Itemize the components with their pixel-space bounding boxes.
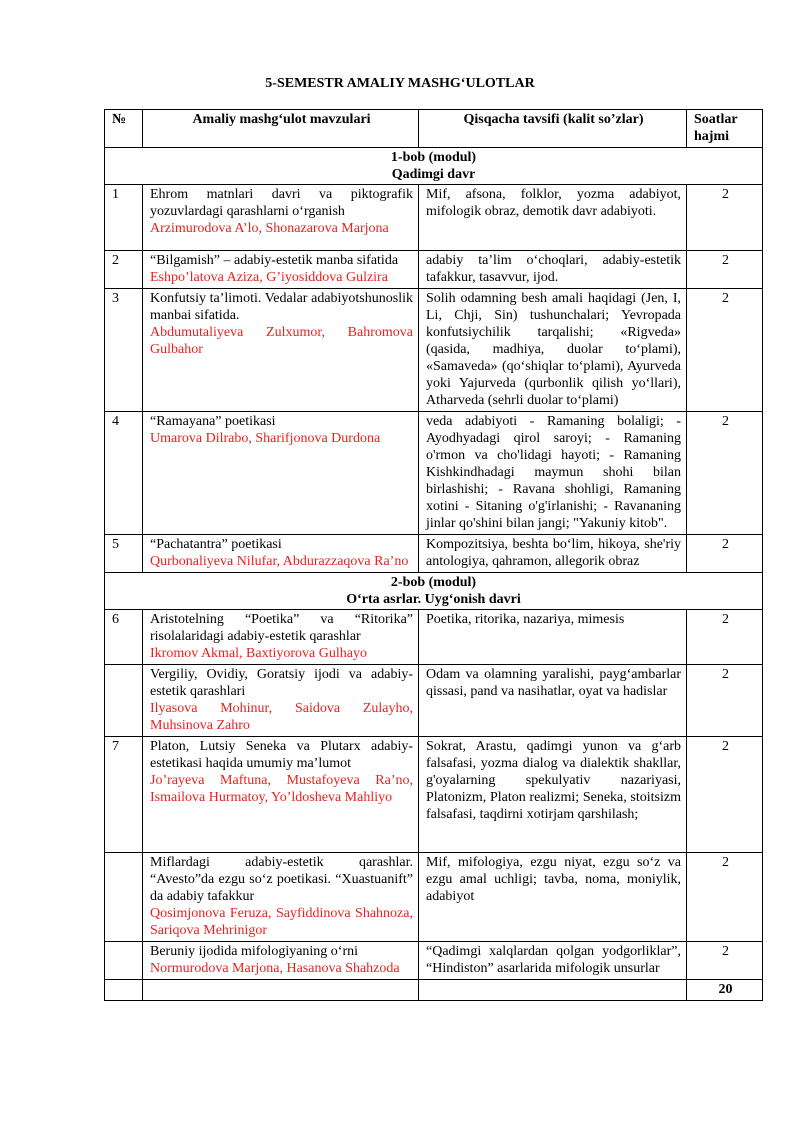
row-number: 1 [105,185,143,251]
topic-text: Aristotelning “Poetika” va “Ritorika” risolalaridagi adabiy-estetik qarashlar [150,612,413,644]
student-names: Abdumutaliyeva Zulxumor, Bahromova Gulbahor [150,325,413,357]
row-number: 5 [105,535,143,573]
row-hours: 2 [687,665,763,737]
table-row [105,289,763,412]
table-row [105,737,763,853]
total-row [105,980,763,1001]
section-heading [105,148,763,185]
row-topic [143,610,419,665]
topic-text: Beruniy ijodida mifologiyaning o‘rni [150,944,359,959]
row-topic [143,289,419,412]
total-empty-cell [419,980,687,1001]
row-hours: 2 [687,942,763,980]
row-description: “Qadimgi xalqlardan qolgan yodgorliklar”, “Hindiston” asarlarida mifologik unsurlar [419,942,687,980]
row-number: 6 [105,610,143,665]
row-topic [143,853,419,942]
row-topic [143,942,419,980]
header-hours-line2: hajmi [694,129,729,144]
row-topic [143,251,419,289]
row-description: Mif, afsona, folklor, yozma adabiyot, mifologik obraz, demotik davr adabiyoti. [419,185,687,251]
table-row [105,535,763,573]
student-names: Qurbonaliyeva Nilufar, Abdurazzaqova Ra’no [150,554,409,569]
topic-text: Vergiliy, Ovidiy, Goratsiy ijodi va adabiy-estetik qarashlari [150,667,413,699]
row-hours: 2 [687,251,763,289]
row-hours: 2 [687,289,763,412]
section-row-1 [105,148,763,185]
row-number [105,665,143,737]
row-description: Poetika, ritorika, nazariya, mimesis [419,610,687,665]
row-number: 2 [105,251,143,289]
topic-text: Platon, Lutsiy Seneka va Plutarx adabiy-estetikasi haqida umumiy ma’lumot [150,739,413,771]
total-empty-cell [143,980,419,1001]
student-names: Eshpo’latova Aziza, G’iyosiddova Gulzira [150,270,388,285]
topic-text: “Bilgamish” – adabiy-estetik manba sifatida [150,253,399,268]
row-description: Mif, mifologiya, ezgu niyat, ezgu so‘z va ezgu amal uchligi; tavba, noma, moniylik, adabiyot [419,853,687,942]
row-hours: 2 [687,610,763,665]
section-title: 1-bob (modul) [390,150,477,165]
topic-text: “Ramayana” poetikasi [150,414,276,429]
row-number: 3 [105,289,143,412]
topic-text: “Pachatantra” poetikasi [150,537,282,552]
row-description: Sokrat, Arastu, qadimgi yunon va g‘arb falsafasi, yozma dialog va dialektik shakllar, g'oyalarning spekulyativ nazariyasi, Platonizm, Platon realizmi; Seneka, stoitsizm falsafasi, taqdirni xotirjam qarshilash; [419,737,687,853]
practical-lessons-table [104,109,763,1001]
table-row [105,251,763,289]
row-number [105,853,143,942]
row-hours: 2 [687,535,763,573]
row-topic [143,535,419,573]
row-number: 4 [105,412,143,535]
section-subtitle: O‘rta asrlar. Uyg‘onish davri [346,592,521,607]
student-names: Ikromov Akmal, Baxtiyorova Gulhayo [150,646,367,661]
table-row [105,185,763,251]
section-title: 2-bob (modul) [390,575,477,590]
topic-text: Miflardagi adabiy-estetik qarashlar. “Avesto”da ezgu so‘z poetikasi. “Xuastuanift” da adabiy tafakkur [150,855,413,904]
student-names: Normurodova Marjona, Hasanova Shahzoda [150,961,400,976]
header-topics: Amaliy mashg‘ulot mavzulari [143,110,419,148]
row-description: veda adabiyoti - Ramaning bolaligi; - Ayodhyadagi qirol saroyi; - Ramaning o'rmon va cho'lidagi hayoti; - Ramaning Kishkindhadagi maymun shohi bilan birlashishi; - Ravana shohligi, Ramaning xotini - Sitaning o'g'irlanishi; - Ravananing jinlar qo'shini bilan jangi; "Yakuniy kitob". [419,412,687,535]
table-row [105,412,763,535]
total-empty-cell [105,980,143,1001]
topic-text: Ehrom matnlari davri va piktografik yozuvlardagi qarashlarni o‘rganish [150,187,413,219]
student-names: Qosimjonova Feruza, Sayfiddinova Shahnoza, Sariqova Mehrinigor [150,906,413,938]
table-row [105,665,763,737]
table-header-row [105,110,763,148]
row-hours: 2 [687,853,763,942]
header-hours-line1: Soatlar [694,112,738,127]
student-names: Arzimurodova A’lo, Shonazarova Marjona [150,221,389,236]
page-title: 5-SEMESTR AMALIY MASHG‘ULOTLAR [265,76,535,91]
section-row-2 [105,573,763,610]
student-names: Jo’rayeva Maftuna, Mustafoyeva Ra’no, Ismailova Hurmatoy, Yo’ldosheva Mahliyo [150,773,413,805]
row-hours: 2 [687,185,763,251]
row-number: 7 [105,737,143,853]
topic-text: Konfutsiy ta’limoti. Vedalar adabiyotshunoslik manbai sifatida. [150,291,413,323]
header-description: Qisqacha tavsifi (kalit so’zlar) [419,110,687,148]
header-number: № [105,110,143,148]
row-hours: 2 [687,737,763,853]
row-topic [143,737,419,853]
row-topic [143,412,419,535]
header-hours [687,110,763,148]
row-description: Solih odamning besh amali haqidagi (Jen, I, Li, Chji, Sin) tushunchalari; Yevropada konfutsiychilik tarqalishi; «Rigveda» (qasida, madhiya, duolar to‘plami), «Samaveda» (qo‘shiqlar to‘plami), Ayurveda yoki Yajurveda (qurbonlik qilish yo‘llari), Atharveda (sehrli duolar to‘plami) [419,289,687,412]
table-row [105,610,763,665]
row-hours: 2 [687,412,763,535]
total-hours: 20 [687,980,763,1001]
section-subtitle: Qadimgi davr [391,167,476,182]
student-names: Umarova Dilrabo, Sharifjonova Durdona [150,431,381,446]
table-row [105,853,763,942]
student-names: Ilyasova Mohinur, Saidova Zulayho, Muhsinova Zahro [150,701,413,733]
row-topic [143,185,419,251]
row-description: adabiy ta’lim o‘choqlari, adabiy-estetik tafakkur, tasavvur, ijod. [419,251,687,289]
section-heading [105,573,763,610]
row-topic [143,665,419,737]
row-description: Odam va olamning yaralishi, payg‘ambarlar qissasi, pand va nasihatlar, oyat va hadislar [419,665,687,737]
table-row [105,942,763,980]
row-description: Kompozitsiya, beshta bo‘lim, hikoya, she'riy antologiya, qahramon, allegorik obraz [419,535,687,573]
row-number [105,942,143,980]
